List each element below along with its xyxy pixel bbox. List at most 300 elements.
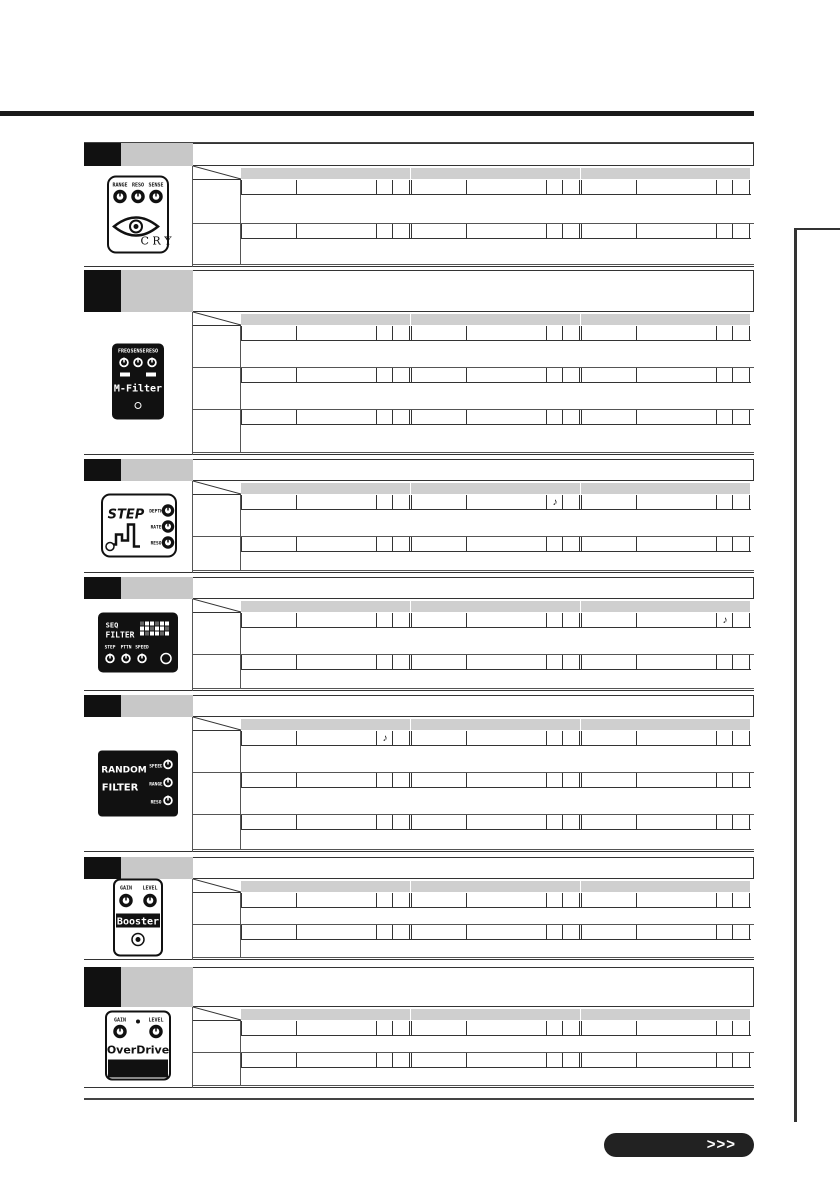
pedal-label: OverDrive <box>106 1043 170 1056</box>
pedal-label: RATE <box>150 525 162 531</box>
parameter-row <box>193 326 754 368</box>
parameter-cell <box>581 326 751 341</box>
parameter-row <box>193 410 754 453</box>
parameter-box <box>563 1021 580 1035</box>
parameter-row <box>193 731 754 773</box>
reso-knob-icon <box>132 190 144 202</box>
effect-cry <box>84 143 754 267</box>
parameter-row <box>193 773 754 815</box>
parameter-box <box>547 925 563 939</box>
parameter-box <box>241 495 297 509</box>
parameter-column-2 <box>411 881 581 892</box>
effect-seqfilter <box>84 577 754 691</box>
pedal-label: FREQ <box>117 348 131 354</box>
pedal-label: SEQ <box>105 621 119 630</box>
pedal-label: C R Y <box>140 234 172 247</box>
parameter-row <box>193 224 754 265</box>
parameter-box <box>297 925 377 939</box>
parameter-box <box>467 655 547 669</box>
row-label <box>193 613 241 654</box>
rate-knob-icon <box>163 521 174 532</box>
parameter-box <box>733 180 750 194</box>
parameter-box <box>393 1021 410 1035</box>
parameter-cell <box>581 655 751 670</box>
parameter-cell <box>411 655 581 670</box>
parameter-cell <box>241 815 411 830</box>
parameter-cell <box>581 773 751 788</box>
parameter-cell <box>411 1021 581 1036</box>
effect-icon-cell <box>84 1007 193 1088</box>
parameter-box <box>297 495 377 509</box>
row-label <box>193 731 241 772</box>
parameter-column-1 <box>241 601 411 612</box>
parameter-column-2 <box>411 314 581 325</box>
parameter-box <box>637 180 717 194</box>
row-label <box>193 224 241 264</box>
parameter-cell <box>411 537 581 552</box>
parameter-box <box>297 655 377 669</box>
parameter-column-1 <box>241 1009 411 1020</box>
parameter-cell <box>581 1053 751 1068</box>
parameter-box <box>717 815 733 829</box>
effect-name-block <box>121 143 193 166</box>
effect-mfilter <box>84 270 754 455</box>
parameter-box <box>733 893 750 907</box>
effect-name-block <box>121 459 193 481</box>
parameter-box <box>241 731 297 745</box>
row-label <box>193 925 241 957</box>
parameter-box <box>393 410 410 424</box>
parameter-cell <box>411 224 581 239</box>
parameter-box <box>393 655 410 669</box>
parameter-box <box>411 537 467 551</box>
parameter-column-3 <box>581 168 751 179</box>
row-label <box>193 893 241 924</box>
parameter-box <box>377 655 393 669</box>
pedal-label: DEPTH <box>149 509 163 515</box>
parameter-cell <box>411 893 581 908</box>
parameter-cell <box>241 326 411 341</box>
parameter-cell <box>581 925 751 940</box>
parameter-box <box>547 815 563 829</box>
row-label <box>193 326 241 367</box>
parameter-box <box>297 773 377 787</box>
parameter-box <box>717 925 733 939</box>
parameter-box <box>581 815 637 829</box>
effect-header <box>84 967 754 1007</box>
parameter-box <box>467 368 547 382</box>
parameter-box <box>637 655 717 669</box>
depth-knob-icon <box>163 505 174 516</box>
parameter-box <box>637 326 717 340</box>
parameter-cell <box>411 773 581 788</box>
parameter-box <box>547 224 563 238</box>
effect-icon-cell <box>84 879 193 960</box>
grid-corner <box>193 879 241 893</box>
parameter-box <box>411 893 467 907</box>
parameter-cell <box>581 731 751 746</box>
parameter-box <box>637 224 717 238</box>
parameter-row <box>193 655 754 689</box>
effect-number-block <box>84 695 121 717</box>
parameter-grid <box>193 166 754 267</box>
parameter-box <box>377 893 393 907</box>
parameter-box <box>547 1053 563 1067</box>
effect-number-block <box>84 459 121 481</box>
pedal-label: STEP <box>107 507 145 523</box>
parameter-column-2 <box>411 168 581 179</box>
parameter-column-1 <box>241 483 411 494</box>
parameter-box <box>581 326 637 340</box>
parameter-row <box>193 495 754 537</box>
parameter-box <box>467 893 547 907</box>
parameter-box <box>377 224 393 238</box>
effect-description <box>193 459 754 481</box>
pedal-label: PTTN <box>120 645 132 651</box>
pedal-label: RANDOM <box>101 765 147 775</box>
row-label <box>193 655 241 688</box>
parameter-row <box>193 893 754 925</box>
parameter-cell <box>411 410 581 425</box>
pedal-label: RESO <box>150 541 162 547</box>
parameter-box <box>717 1053 733 1067</box>
parameter-box <box>241 613 297 627</box>
parameter-box <box>377 180 393 194</box>
parameter-box <box>393 815 410 829</box>
parameter-box <box>297 1053 377 1067</box>
effect-name-block <box>121 695 193 717</box>
sense-knob-icon <box>133 357 144 368</box>
parameter-box <box>581 1053 637 1067</box>
pedal-label: SENSE <box>148 182 164 188</box>
parameter-cell <box>241 180 411 195</box>
parameter-box <box>241 925 297 939</box>
row-label <box>193 1053 241 1085</box>
parameter-row <box>193 925 754 958</box>
pedal-label: RESO <box>150 800 162 805</box>
parameter-box <box>241 368 297 382</box>
parameter-cell <box>241 655 411 670</box>
parameter-box <box>733 1053 750 1067</box>
parameter-cell <box>411 180 581 195</box>
pedal-label: FILTER <box>105 630 135 640</box>
pedal-label: STEP <box>104 645 116 651</box>
parameter-box <box>733 537 750 551</box>
overdrive-pedal-icon <box>96 1003 180 1087</box>
effect-header <box>84 459 754 481</box>
parameter-box <box>733 224 750 238</box>
parameter-box <box>467 326 547 340</box>
parameter-box <box>717 410 733 424</box>
parameter-box <box>637 815 717 829</box>
pedal-label: RESO <box>131 182 145 188</box>
effect-randomfilter <box>84 695 754 852</box>
parameter-cell <box>411 815 581 830</box>
pedal-label: Booster <box>116 916 160 927</box>
parameter-box <box>637 731 717 745</box>
parameter-column-3 <box>581 314 751 325</box>
parameter-column-1 <box>241 314 411 325</box>
parameter-box <box>637 495 717 509</box>
parameter-box <box>377 495 393 509</box>
tap-tempo-note-icon: ♪ <box>722 615 728 626</box>
parameter-box <box>241 326 297 340</box>
parameter-box <box>411 731 467 745</box>
parameter-box <box>733 495 750 509</box>
parameter-grid <box>193 717 754 852</box>
effect-name-block <box>121 270 193 312</box>
row-label <box>193 773 241 814</box>
parameter-box <box>733 815 750 829</box>
parameter-box <box>547 773 563 787</box>
pedal-label: LEVEL <box>148 1017 164 1023</box>
parameter-box <box>411 815 467 829</box>
chapter-rule <box>0 111 754 116</box>
parameter-box <box>467 731 547 745</box>
parameter-box <box>563 925 580 939</box>
parameter-box <box>547 655 563 669</box>
parameter-cell <box>241 731 411 746</box>
parameter-box <box>377 368 393 382</box>
parameter-box <box>717 893 733 907</box>
parameter-cell <box>581 368 751 383</box>
grid-corner <box>193 599 241 613</box>
parameter-grid <box>193 879 754 960</box>
parameter-box <box>733 613 750 627</box>
parameter-box <box>297 224 377 238</box>
parameter-row <box>193 613 754 655</box>
parameter-box <box>563 773 580 787</box>
effect-number-block <box>84 270 121 312</box>
parameter-cell <box>241 368 411 383</box>
parameter-box <box>581 180 637 194</box>
row-label <box>193 815 241 849</box>
parameter-cell <box>411 613 581 628</box>
parameter-box <box>547 731 563 745</box>
effect-icon-cell <box>84 599 193 691</box>
parameter-box <box>547 613 563 627</box>
row-label <box>193 410 241 452</box>
parameter-box <box>717 1021 733 1035</box>
parameter-column-1 <box>241 881 411 892</box>
parameter-box <box>581 537 637 551</box>
random-filter-pedal-icon <box>96 740 180 824</box>
parameter-box <box>467 1021 547 1035</box>
parameter-box <box>563 224 580 238</box>
parameter-box <box>411 180 467 194</box>
parameter-box <box>377 613 393 627</box>
parameter-cell <box>411 1053 581 1068</box>
parameter-cell <box>581 815 751 830</box>
row-label <box>193 1021 241 1052</box>
gain-knob-icon <box>114 1025 126 1037</box>
parameter-box <box>241 537 297 551</box>
parameter-box <box>411 495 467 509</box>
parameter-column-1 <box>241 719 411 730</box>
row-label <box>193 368 241 409</box>
range-knob-icon <box>114 190 126 202</box>
parameter-box <box>467 495 547 509</box>
parameter-box <box>393 893 410 907</box>
pedal-label: RANGE <box>112 182 128 188</box>
parameter-box <box>637 368 717 382</box>
effect-header <box>84 577 754 599</box>
parameter-box <box>547 180 563 194</box>
parameter-box <box>637 893 717 907</box>
grid-corner <box>193 312 241 326</box>
effect-name-block <box>121 967 193 1007</box>
parameter-cell <box>241 1021 411 1036</box>
parameter-grid <box>193 312 754 455</box>
parameter-cell <box>241 410 411 425</box>
parameter-box <box>411 368 467 382</box>
parameter-cell <box>241 773 411 788</box>
parameter-box <box>547 537 563 551</box>
parameter-box <box>733 326 750 340</box>
parameter-box <box>717 731 733 745</box>
row-label <box>193 495 241 536</box>
row-label <box>193 180 241 223</box>
effect-number-block <box>84 577 121 599</box>
parameter-box <box>411 773 467 787</box>
parameter-box <box>581 224 637 238</box>
parameter-box <box>297 1021 377 1035</box>
parameter-box <box>467 180 547 194</box>
parameter-box <box>411 410 467 424</box>
parameter-grid <box>193 1007 754 1088</box>
pedal-label: SENSE <box>130 348 146 354</box>
parameter-column-2 <box>411 1009 581 1020</box>
parameter-box <box>377 1053 393 1067</box>
parameter-box <box>467 925 547 939</box>
parameter-box <box>547 368 563 382</box>
parameter-box <box>241 893 297 907</box>
parameter-box <box>241 655 297 669</box>
parameter-cell <box>241 925 411 940</box>
parameter-box <box>241 410 297 424</box>
parameter-box <box>393 731 410 745</box>
parameter-box <box>563 368 580 382</box>
parameter-box <box>547 1021 563 1035</box>
next-page-button[interactable]: >>> <box>604 1133 754 1157</box>
parameter-cell <box>581 495 751 510</box>
parameter-box <box>563 613 580 627</box>
parameter-column-1 <box>241 168 411 179</box>
parameter-box <box>717 224 733 238</box>
parameter-box <box>547 893 563 907</box>
parameter-cell <box>581 893 751 908</box>
parameter-box <box>241 1021 297 1035</box>
parameter-box <box>241 180 297 194</box>
parameter-box <box>581 773 637 787</box>
parameter-box <box>563 180 580 194</box>
parameter-box <box>377 925 393 939</box>
parameter-row <box>193 1053 754 1086</box>
parameter-box <box>581 893 637 907</box>
parameter-box <box>411 925 467 939</box>
parameter-box <box>411 1053 467 1067</box>
parameter-row <box>193 537 754 571</box>
parameter-column-3 <box>581 881 751 892</box>
parameter-box <box>547 326 563 340</box>
parameter-box <box>297 326 377 340</box>
parameter-box <box>637 1053 717 1067</box>
parameter-box <box>563 495 580 509</box>
parameter-cell <box>241 537 411 552</box>
parameter-box <box>717 537 733 551</box>
pttn-knob-icon <box>121 653 132 664</box>
parameter-box <box>563 1053 580 1067</box>
effect-number-block <box>84 143 121 166</box>
parameter-column-3 <box>581 601 751 612</box>
grid-corner <box>193 481 241 495</box>
parameter-row <box>193 1021 754 1053</box>
parameter-box <box>377 410 393 424</box>
pedal-label: RESO <box>145 348 159 354</box>
parameter-box <box>411 326 467 340</box>
parameter-row <box>193 180 754 224</box>
effect-description <box>193 967 754 1007</box>
parameter-box <box>467 773 547 787</box>
side-tab-rule <box>794 230 797 1122</box>
parameter-box <box>563 326 580 340</box>
parameter-box <box>467 224 547 238</box>
parameter-box <box>297 410 377 424</box>
grid-corner <box>193 166 241 180</box>
parameter-box <box>733 773 750 787</box>
parameter-box <box>297 815 377 829</box>
parameter-box <box>241 815 297 829</box>
gain-knob-icon <box>120 894 132 906</box>
parameter-cell <box>241 224 411 239</box>
effect-description <box>193 695 754 717</box>
parameter-column-3 <box>581 483 751 494</box>
pedal-label: FILTER <box>101 782 139 793</box>
parameter-box <box>393 613 410 627</box>
level-knob-icon <box>144 894 156 906</box>
side-tab-rule-top <box>794 228 840 230</box>
parameter-box <box>717 655 733 669</box>
parameter-box <box>393 368 410 382</box>
parameter-box <box>467 815 547 829</box>
parameter-box <box>581 613 637 627</box>
parameter-box <box>297 731 377 745</box>
reso-knob-icon <box>147 357 158 368</box>
parameter-row <box>193 368 754 410</box>
tap-tempo-note-icon: ♪ <box>552 497 558 508</box>
parameter-box <box>717 495 733 509</box>
parameter-box <box>563 893 580 907</box>
parameter-cell <box>411 731 581 746</box>
effect-name-block <box>121 577 193 599</box>
parameter-cell <box>241 893 411 908</box>
parameter-box <box>297 368 377 382</box>
parameter-box <box>563 731 580 745</box>
parameter-cell <box>411 495 581 510</box>
range-knob-icon <box>163 777 174 788</box>
reso-knob-icon <box>163 795 174 806</box>
parameter-box <box>377 815 393 829</box>
parameter-box <box>637 1021 717 1035</box>
parameter-box <box>563 655 580 669</box>
parameter-box <box>717 773 733 787</box>
effect-description <box>193 577 754 599</box>
parameter-box <box>581 655 637 669</box>
grid-corner <box>193 717 241 731</box>
parameter-box <box>411 1021 467 1035</box>
effect-icon-cell <box>84 717 193 852</box>
tap-tempo-note-icon: ♪ <box>382 733 388 744</box>
